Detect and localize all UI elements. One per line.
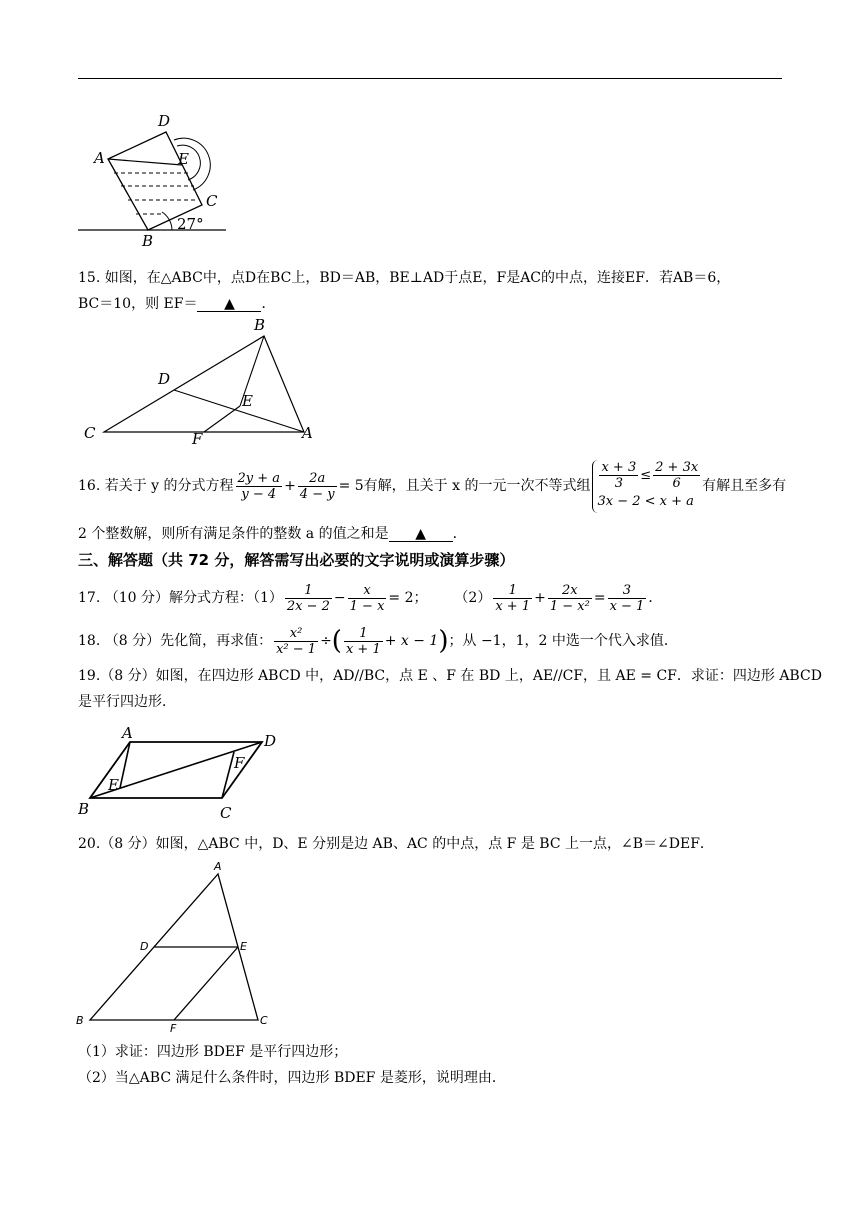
q17-plus: + xyxy=(534,590,546,606)
fig15-label-C: C xyxy=(84,424,96,442)
q17-c-num: 1 xyxy=(493,583,532,599)
q19-line2: 是平行四边形． xyxy=(78,694,176,710)
q16-frac1 xyxy=(236,471,283,502)
figure-q20 xyxy=(74,858,284,1034)
q17-eq2: = xyxy=(593,590,606,606)
q17-head: 17. （10 分）解分式方程：（1） xyxy=(78,590,283,606)
q17-b-num: x xyxy=(348,583,387,599)
q18-f-den: x² − 1 xyxy=(276,641,317,657)
q17-frac-e xyxy=(608,583,647,614)
q17-frac-b xyxy=(348,583,387,614)
q17-a-den: 2x − 2 xyxy=(286,598,330,614)
fig20-label-C: C xyxy=(260,1014,268,1027)
q15-line1: 如图，在△ABC中，点D在BC上，BD＝AB，BE⊥AD于点E，F是AC的中点，连接EF．若AB＝6， xyxy=(104,270,731,286)
fig15-label-F: F xyxy=(192,430,203,446)
fig15-label-A: A xyxy=(302,424,313,442)
q16-plus: + xyxy=(284,478,296,494)
q17-frac-a xyxy=(285,583,332,614)
q18-frac-f xyxy=(274,626,318,657)
q17-text xyxy=(78,578,662,618)
fig15-label-E: E xyxy=(242,392,253,410)
figure-q15 xyxy=(80,316,320,446)
fig19-label-F: F xyxy=(234,754,245,772)
q16-t3: 有解且至多有 xyxy=(702,478,787,494)
fig14-label-A: A xyxy=(94,149,105,167)
q16-s1-rel: ≤ xyxy=(640,467,652,483)
q16-frac2 xyxy=(298,471,337,502)
q16-frac2-den: 4 − y xyxy=(299,486,335,502)
q15-answer-blank: ▲ xyxy=(197,297,261,312)
fig19-label-E: E xyxy=(108,776,119,794)
q16-line2-pre: 2 个整数解，则所有满足条件的整数 a 的值之和是 xyxy=(78,526,389,542)
q16-s1b-den: 6 xyxy=(672,475,681,491)
q16-frac1-num: 2y + a xyxy=(237,470,281,486)
q16-number: 16. xyxy=(78,478,101,494)
q16-t1: 若关于 y 的分式方程 xyxy=(104,478,234,494)
q17-end: ． xyxy=(648,590,663,606)
q17-e-den: x − 1 xyxy=(609,598,645,614)
q18-tail: + x − 1 xyxy=(384,633,439,649)
q16-s1-den: 3 xyxy=(614,475,623,491)
q16-system xyxy=(592,460,702,513)
q17-frac-d xyxy=(548,583,592,614)
q17-part2: （2） xyxy=(454,590,492,606)
fig14-label-E: E xyxy=(178,150,189,168)
q17-c-den: x + 1 xyxy=(495,598,531,614)
figure-q19 xyxy=(78,724,298,824)
fig20-label-F: F xyxy=(170,1022,177,1034)
q15-line2-pre: BC＝10，则 EF＝ xyxy=(78,296,198,312)
q16-frac2-num: 2a xyxy=(298,471,337,487)
q16-frac1-den: y − 4 xyxy=(241,486,277,502)
q15-number: 15. xyxy=(78,270,101,286)
fig19-label-A: A xyxy=(122,724,133,742)
q18-g-den: x + 1 xyxy=(345,641,381,657)
q18-g-num: 1 xyxy=(344,626,383,642)
q17-b-den: 1 − x xyxy=(349,598,385,614)
q17-minus: − xyxy=(333,590,346,606)
fig19-label-C: C xyxy=(220,804,232,822)
q17-e-num: 3 xyxy=(608,583,647,599)
q15-text-line2 xyxy=(78,294,275,314)
section-3-heading: 三、解答题（共 72 分，解答需写出必要的文字说明或演算步骤） xyxy=(78,551,515,569)
q18-frac-g xyxy=(344,626,383,657)
fig19-label-D: D xyxy=(264,732,277,750)
q17-frac-c xyxy=(493,583,532,614)
fig20-label-A: A xyxy=(214,860,222,873)
q15-line2-post: ． xyxy=(261,296,276,312)
q17-d-num: 2x xyxy=(548,583,592,599)
q19-line1: 19.（8 分）如图，在四边形 ABCD 中，AD//BC，点 E 、F 在 BD 上，AE//CF，且 AE = CF．求证：四边形 ABCD xyxy=(78,668,822,684)
q18-head: 18. （8 分）先化简，再求值： xyxy=(78,633,273,649)
fig20-label-D: D xyxy=(140,940,149,953)
q16-line2-post: ． xyxy=(452,526,467,542)
q18-text: 18. （8 分）先化简，再求值： $\frac{\text{x²}}{\text{x² − 1}}$ ÷( $\frac{1}{x + 1}$ + x − 1)；从 −1，1，2 中选一个代入求值． xyxy=(78,625,678,657)
figure-q14 xyxy=(76,110,236,250)
fig15-label-D: D xyxy=(158,370,171,388)
q15-text xyxy=(78,268,730,288)
fig20-label-E: E xyxy=(240,940,247,953)
fig14-label-D: D xyxy=(158,112,171,130)
q17-d-den: 1 − x² xyxy=(549,598,590,614)
q16-eq: = 5 xyxy=(338,478,364,494)
q18-div: ÷ xyxy=(320,633,332,649)
q18-after: ；从 −1，1，2 中选一个代入求值． xyxy=(448,633,678,649)
fig15-label-B: B xyxy=(254,316,266,334)
q16-system-row1 xyxy=(597,460,702,491)
fig14-label-C: C xyxy=(206,192,218,210)
q20-part1: （1）求证：四边形 BDEF 是平行四边形； xyxy=(78,1044,348,1060)
fig14-label-B: B xyxy=(142,232,154,250)
q17-eq1: = 2； xyxy=(388,590,428,606)
q20-line1: 20.（8 分）如图，△ABC 中，D、E 分别是边 AB、AC 的中点，点 F 是 BC 上一点，∠B＝∠DEF． xyxy=(78,836,714,852)
header-rule xyxy=(78,78,782,79)
q16-text-line2 xyxy=(78,524,467,544)
fig20-label-B: B xyxy=(76,1014,84,1027)
q16-s1-num: x + 3 xyxy=(601,459,637,475)
fig14-angle: 27° xyxy=(177,215,204,233)
q16-t2: 有解，且关于 x 的一元一次不等式组 xyxy=(363,478,591,494)
q16-text xyxy=(78,456,786,516)
q16-answer-blank: ▲ xyxy=(389,527,453,542)
q20-part2: （2）当△ABC 满足什么条件时，四边形 BDEF 是菱形，说明理由． xyxy=(78,1070,506,1086)
q18-f-num: x² xyxy=(274,626,318,642)
q16-system-row2: 3x − 2 < x + a xyxy=(597,493,694,509)
q17-a-num: 1 xyxy=(285,583,332,599)
q16-s1b-num: 2 + 3x xyxy=(655,459,699,475)
fig19-label-B: B xyxy=(78,800,90,818)
